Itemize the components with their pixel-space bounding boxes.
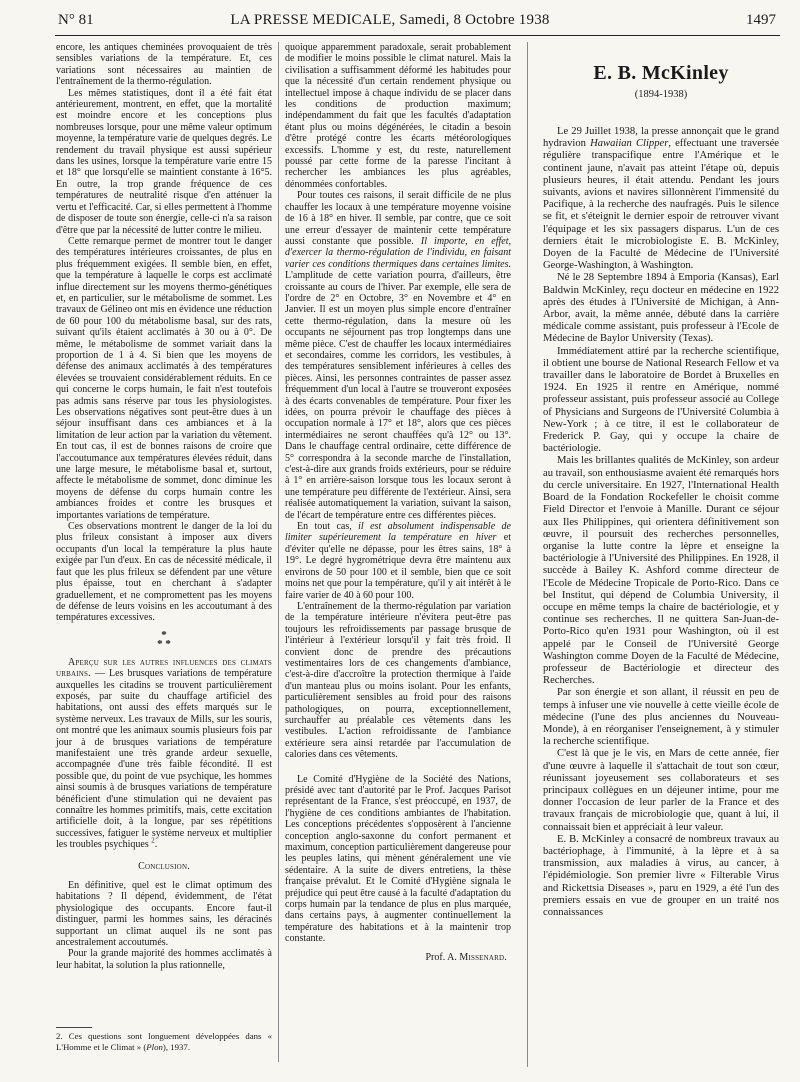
article-paragraph	[56, 236, 272, 521]
italic-text: Il importe, en effet, d'exercer la thermo-régulation de l'individu, en faisant varier ces conditions thermiques dans certaines limites.	[285, 235, 512, 270]
paragraph-text: , effectuant une traversée régulière transpacifique entre l'Amérique et le continent jaune, n'avait pas atteint l'étape où, depuis plusieurs heures, il était attendu. Pendant les jours suivants, avions et navires sillonnèrent l'immensité du Pacifique, à la recherche des naufragés. Puis le silence se fit, et s'éteignit le dernier espoir de retrouver vivant l'équipage et les six passagers disparus. L'un de ces derniers était le microbiologiste E. B. McKinley, Doyen de la Faculté de Médecine de l'Université George-Washington, à Washington.	[543, 138, 779, 272]
paragraph-text: Pour la grande majorité des hommes acclimatés à leur habitat, la solution la plus rationnelle,	[56, 948, 272, 971]
footnote-reference: 2	[151, 836, 155, 845]
article-paragraph	[285, 190, 511, 521]
paragraph-text: quoique apparemment paradoxale, serait probablement de modifier le moins possible le climat naturel. Mais la civilisation a suffisamment déformé les habitudes pour que la nécessité d'un certain rendement physique ou intellectuel impose à chaque individu de se placer dans les conditions de production maximum; indépendamment du fait que les facultés d'adaptation étant plus ou moins dégénérées, le citadin a besoin d'être protégé contre les écarts météorologiques excessifs. L'homme y est, du reste, naturellement poussé par cette forme de la paresse l'incitant à rechercher les ambiances les plus agréables, dénommées confortables.	[285, 42, 511, 190]
journal-title: LA PRESSE MEDICALE, Samedi, 8 Octobre 1938	[230, 12, 550, 28]
article-paragraph	[543, 687, 779, 748]
paragraph-text: En tout cas,	[297, 521, 359, 533]
paragraph-text: Par son énergie et son allant, il réussit en peu de temps à infuser une vie nouvelle à cette vieille école de médecine (l'une des plus anciennes du Nouveau-Monde), à en réorganiser l'enseignement, à y stimuler la recherche scientifique.	[543, 687, 779, 748]
paragraph-text: encore, les antiques cheminées provoquaient de très sensibles variations de la température. Et, ces variations sont nécessaires au maintien de l'entraînement de la thermo-régulation.	[56, 42, 272, 88]
italic-text: il est absolument indispensable de limiter supérieurement la température en hiver	[285, 521, 511, 544]
italic-text: Hawaiian Clipper	[590, 138, 669, 150]
paragraph-text: — Les brusques variations de température auxquelles les citadins se trouvent particulièrement exposés, par suite du chauffage artificiel des habitations, ont aussi des effets marqués sur le système nerveux. Les travaux de Mills, sur les souris, ont montré que les animaux soumis plusieurs fois par jour à de brusques variations de température manifestaient une très grande ardeur sexuelle, accompagnée d'une très faible fécondité. Il est possible que, du point de vue psychique, les hommes ainsi soumis à de brusques variations de température bénéficient d'une stimulation qui ne devaient pas connaître les hommes primitifs, mais, cette excitation artificielle doit, à la longue, par ses répétitions successives, fatiguer le système nerveux et multiplier les troubles psychiques	[56, 668, 272, 851]
aside-paragraph	[56, 657, 272, 851]
paragraph-text: C'est là que je le vis, en Mars de cette année, fier d'une œuvre à laquelle il s'attachait de tout son cœur, réunissant joyeusement ses collaborateurs et ses principaux collègues en un déjeuner intime, pour me donner l'occasion de leur parler de la France et des travaux français de microbiologie que, quant à lui, il connaissait bien et appréciait à leur valeur.	[543, 748, 779, 833]
issue-number: N° 81	[58, 12, 94, 28]
column-divider	[278, 42, 279, 1062]
section-asterism	[56, 628, 272, 650]
article-paragraph	[543, 272, 779, 345]
paragraph-text: Cette remarque permet de montrer tout le danger des températures intérieures croissantes, de plus en plus fréquemment exigées. Il semble bien, en effet, que la température à laquelle le corps est acclimaté influe directement sur les moyens thermo-génétiques et, en particulier, sur le métabolisme de sommet. Les travaux de Gélineo ont mis en évidence une réduction de 60 pour 100 du métabolisme basal, sur des rats, suivant qu'ils étaient acclimatés à 30 ou à 0°. De même, le métabolisme de sommet variait dans la proportion de 1 à 4. Si bien que les moyens de défense des animaux acclimatés à des températures élevées se trouvaient considérablement réduits. En ce qui concerne le corps humain, le fait n'est toutefois pas admis sans réserve par tous les physiologistes. Les observations négatives sont peut-être dues à un séjour insuffisant dans ces ambiances et à la limitation de leur action par la variation du vêtement. En tout cas, il est de bonnes raisons de croire que l'accoutumance aux températures élevées réduit, dans une large mesure, le métabolisme basal et, surtout, affecte le métabolisme de sommet, donc diminue les moyens de défense du corps humain contre les ambiances froides et contre les brusques et importantes variations de température.	[56, 235, 272, 521]
article-paragraph	[56, 880, 272, 948]
column-2	[285, 42, 511, 963]
article-paragraph	[56, 88, 272, 236]
footnote-text: ), 1937.	[162, 1041, 191, 1052]
paragraph-text: En définitive, quel est le climat optimum des habitations ? Il dépend, évidemment, de l'état physiologique des occupants. Encore faut-il distinguer, parmi les hommes sains, les déracinés supportant un climat auquel ils ne sont pas ancestralement accoutumés.	[56, 880, 272, 949]
obituary-dates: (1894-1938)	[634, 89, 688, 100]
signature-name: Missenard.	[459, 951, 507, 963]
signature-prefix: Prof. A.	[425, 951, 460, 963]
paragraph-text: et d'éviter qu'elle ne dépasse, pour les êtres sains, 18° à 19°. Le degré hygrométrique devra être maintenu aux environs de 50 pour 100 et il semble, bien que ce soit moins net que pour la température, qu'il y ait intérêt à le faire varier de 40 à 60 pour 100.	[285, 532, 511, 601]
column-1	[56, 42, 272, 1052]
paragraph-text: Pour toutes ces raisons, il serait difficile de ne plus chauffer les locaux à une température moyenne voisine de 16 à 18° en hiver. Il semble, par contre, que ce soit une erreur d'essayer de maintenir cette température aussi constante que possible.	[285, 190, 511, 247]
article-paragraph	[56, 521, 272, 624]
article-paragraph	[285, 774, 511, 945]
article-paragraph	[543, 834, 779, 919]
article-paragraph	[543, 346, 779, 456]
article-paragraph	[543, 455, 779, 687]
asterism-bottom: * *	[157, 637, 171, 650]
paragraph-text: Mais les brillantes qualités de McKinley, son ardeur au travail, son enthousiasme avaient été remarqués hors du cercle universitaire. En 1927, l'International Health Board de la Fondation Rockefeller le choisit comme Field Director et l'envoie à Manille. Durant ce séjour aux Iles Philippines, qui orientera définitivement son œuvre, il poursuit des recherches personnelles, organise la lutte contre la lèpre et enseigne la bactériologie à l'Université des Philippines. En 1928, il succède à Bailey K. Ashford comme directeur de l'Ecole de Médecine Tropicale de Porto-Rico. Dans ce bel Institut, qui dépend de Columbia University, il occupe en même temps la chaire de bactériologie, et y continue ses recherches. Il ne quittera San-Juan-de-Porto-Rico qu'en 1931 pour Washington, où il est appelé par le Conseil de l'Université George Washington comme Doyen de la Faculté de Médecine, professeur de Bactériologie et directeur des Recherches.	[543, 455, 779, 687]
footnote-text: 2. Ces questions sont longuement développées dans « L'Homme et le Climat » (	[56, 1031, 272, 1052]
aside-heading: Aperçu sur les autres influences des climats urbains.	[56, 656, 272, 680]
paragraph-text: Immédiatement attiré par la recherche scientifique, il obtient une bourse de National Research Fellow et va travailler dans le laboratoire de Bordet à Bruxelles en 1924. En 1925 il rentre en Amérique, nommé professeur assistant, puis professeur associé au College of Physicians and Surgeons de l'Université Columbia à New-York ; à ce titre, il est le collaborateur de Frederick P. Gay, qui y occupe la chaire de bactériologie.	[543, 345, 779, 455]
paragraph-text: Le 29 Juillet 1938, la presse annonçait que le grand hydravion	[543, 126, 779, 150]
paragraph-text: Né le 28 Septembre 1894 à Emporia (Kansas), Earl Baldwin McKinley, reçu docteur en médecine en 1922 après des études à l'Université de Michigan, à Ann-Arbor, avait, la même année, débuté dans la carrière médicale comme assistant, puis professeur à l'Ecole de Médecine de Baylor University (Texas).	[543, 272, 779, 345]
conclusion-heading: Conclusion.	[138, 860, 190, 872]
article-paragraph	[56, 42, 272, 88]
obituary-title: E. B. McKinley	[593, 62, 729, 84]
paragraph-text: Les mêmes statistiques, dont il a été fait état antérieurement, montrent, en effet, que la mortalité est moindre encore et les conceptions plus nombreuses lorsque, pour une même valeur optimum moyenne, la température varie de quelques degrés. Le rendement du travail physique est aussi supérieur dans les usines, lorsque la température varie entre 15 et 18° que lorsqu'elle se maintient constante à 16°5. En outre, la trop grande fréquence de ces températures de neutralité risque d'en atténuer la vertu et l'efficacité. Car, si elles permettent à l'homme de disposer de toute son énergie, celle-ci n'a sa raison d'être que par la nécessité de lutter contre le milieu.	[56, 87, 272, 236]
article-paragraph	[543, 748, 779, 833]
paragraph-text: Ces observations montrent le danger de la loi du plus frileux consistant à imposer aux divers occupants d'un local la température la plus haute exigée par l'un d'eux. En cas de nécessité médicale, il faut que les plus frileux se défendent par une vêture plus épaisse, tout en cherchant à s'adapter graduellement, et ne compromettent pas les moyens de défense de leurs voisins en les accoutumant à des températures excessives.	[56, 521, 272, 624]
article-paragraph	[56, 948, 272, 971]
footnote	[56, 1027, 272, 1052]
paragraph-text: Le Comité d'Hygiène de la Société des Nations, présidé avec tant d'autorité par le Prof. Jacques Parisot représentant de la France, s'est préoccupé, en 1937, de l'hygiène de ces conditions ambiantes de l'habitation. Les conceptions précédentes s'opposèrent à l'ancienne conception anglo-saxonne du confort permanent et maximum, conception particulièrement dangereuse pour les peuples latins, qui mènent généralement une vie sédentaire. A la suite de divers entretiens, la thèse française prévalut. Et le Comité d'Hygiène signala le préjudice qui peut être causé à la faculté d'adaptation du corps humain par la tendance de plus en plus marquée, dans certains pays, à augmenter continuellement la température des habitations et à la maintenir trop constante.	[285, 773, 511, 945]
header-rule	[55, 35, 780, 36]
paragraph-text: E. B. McKinley a consacré de nombreux travaux au bactériophage, à l'immunité, à la lèpre et à sa transmission, aux maladies à virus, au cancer, à l'épidémiologie. Son premier livre « Filterable Virus and Rickettsia Diseases », paru en 1929, a été l'un des premiers essais en vue de grouper en un traité nos connaissances	[543, 833, 779, 918]
article-paragraph	[285, 42, 511, 190]
footnote-italic-text: Plon	[146, 1041, 163, 1052]
article-paragraph	[285, 601, 511, 761]
footnote-rule	[56, 1027, 92, 1028]
page-number: 1497	[746, 12, 776, 28]
paragraph-text: L'amplitude de cette variation pourra, d'ailleurs, être croissante au cours de l'hiver. Par exemple, elle sera de l'ordre de 2° en Octobre, 3° en Novembre et 4° en Janvier. Il est un moyen plus simple encore d'entraîner cette thermo-régulation, dans la mesure où les occupants ne séjournent pas trop longtemps dans une même pièce. C'est de chauffer les locaux intermédiaires et secondaires, comme les corridors, les vestibules, à des températures sensiblement inférieures à celles des pièces. Ainsi, les personnes contraintes de passer assez fréquemment d'un local à l'autre se trouveront exposées à des écarts convenables de température. Pour fixer les idées, on pourra prévoir le chauffage des pièces à occupation normale à 17° et 18°, alors que ces pièces intermédiaires ne seront chauffées qu'à 12° ou 13°. Dans le chauffage central ordinaire, cette différence de 5° correspondra à la seconde marche de l'installation, c'est-à-dire aux grands froids extérieurs, pour se réduire à 1° en arrière-saison lorsque tous les locaux seront à une température peu différente de l'extérieur. Ainsi, sera réalisée automatiquement la variation, suivant la saison, de l'écart de température entre ces différentes pièces.	[285, 270, 511, 521]
article-paragraph	[285, 521, 511, 601]
column-3	[543, 42, 779, 919]
asterism-top: *	[161, 628, 167, 641]
article-paragraph	[543, 126, 779, 272]
author-signature	[285, 952, 511, 963]
paragraph-text: L'entraînement de la thermo-régulation par variation de la température intérieure n'évitera peut-être pas toujours les refroidissements par passage brusque de l'intérieur à l'extérieur lorsqu'il y fait très froid. Il convient donc de prendre des précautions vestimentaires lors de ces changements d'ambiance, c'est-à-dire d'accroître la protection thermique à l'aide d'un manteau plus ou moins isolant. Pour les enfants, particulièrement sensibles au froid pour des raisons pathologiques, on pourra, exceptionnellement, surchauffer au préalable ces vêtements dans les vestibules. L'action refroidissante de l'ambiance extérieure sera ainsi retardée par l'accumulation de calories dans ces vêtements.	[285, 600, 511, 761]
paragraph-text: .	[154, 839, 158, 851]
column-divider	[527, 42, 528, 1067]
